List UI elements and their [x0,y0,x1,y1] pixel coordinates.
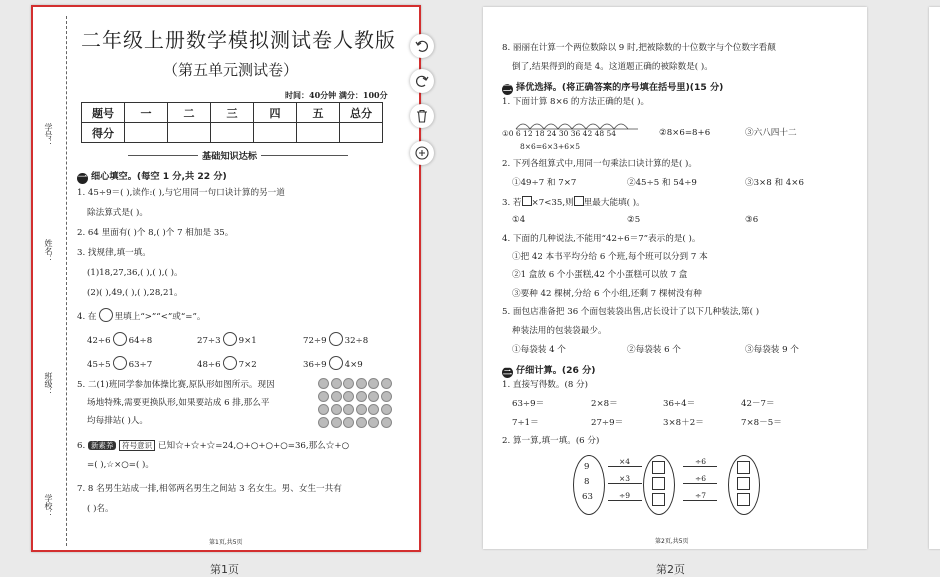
page-thumbnail-3[interactable] [929,7,940,549]
c2-option: ③3×8 和 4×6 [745,178,804,188]
student-dot [356,404,367,415]
answer-box[interactable] [652,477,665,490]
student-dot [318,378,329,389]
c5-option: ②每袋装 6 个 [627,345,681,355]
page-subtitle: （第五单元测试卷） [163,61,299,79]
score-header: 题号 [82,103,125,123]
binding-line [66,16,68,546]
calc-item: 63÷9＝ [512,399,545,409]
c4: 4. 下面的几种说法,不能用“42÷6＝7”表示的是( )。 [502,234,701,244]
operation-label: ÷6 [695,474,707,483]
d2: 2. 算一算,填一填。(6 分) [502,436,600,446]
calc-item: 7÷1＝ [512,418,539,428]
c2: 2. 下列各组算式中,用同一句乘法口诀计算的是( )。 [502,159,697,169]
student-dot [356,417,367,428]
delete-page-button[interactable] [410,104,434,128]
score-header: 三 [211,103,254,123]
score-cell [168,123,211,143]
c5-option: ③每袋装 9 个 [745,345,799,355]
arrow [683,483,717,484]
rotate-left-icon [415,39,429,53]
section-3-heading: 三 仔细计算。(26 分) [502,365,596,377]
arrow [608,483,642,484]
q3-a: (1)18,27,36,( ),( ),( )。 [87,268,183,278]
add-page-icon [415,146,429,160]
c3-option: ①4 [512,215,526,225]
score-row-label: 得分 [82,123,125,143]
student-dot [356,378,367,389]
page-title: 二年级上册数学模拟测试卷人教版 [81,28,396,52]
q6-line2: =( ),☆×○=( )。 [87,460,155,470]
student-dot [318,391,329,402]
calc-item: 2×8＝ [591,399,618,409]
answer-box[interactable] [737,493,750,506]
student-dot [318,417,329,428]
q1-line1: 1. 45÷9＝( ),读作:( ),与它用同一句口诀计算的另一道 [77,188,285,198]
answer-box[interactable] [737,477,750,490]
score-header: 五 [297,103,340,123]
rotate-right-button[interactable] [410,69,434,93]
student-dot [381,378,392,389]
c1-formula: 8×6=6×3+6×5 [520,142,581,151]
score-header: 二 [168,103,211,123]
operation-label: ×3 [619,474,631,483]
compare-item: 36÷9 4×9 [303,356,363,371]
student-dot [343,391,354,402]
compare-item: 42÷6 64÷8 [87,332,152,347]
student-dot [368,404,379,415]
page-caption-1: 第1页 [210,563,239,576]
oval-number: 63 [582,492,593,502]
arrow [608,500,642,501]
operation-label: ÷6 [695,457,707,466]
q7-line2: ( )名。 [87,504,114,514]
add-page-button[interactable] [410,141,434,165]
operation-label: ÷7 [695,491,707,500]
c2-option: ①49÷7 和 7×7 [512,178,577,188]
c1-option-b: ②8×6=8+6 [659,128,711,138]
student-dot [318,404,329,415]
answer-box[interactable] [652,461,665,474]
q7-line1: 7. 8 名男生站成一排,相邻两名男生之间站 3 名女生。男、女生一共有 [77,484,342,494]
trash-icon [415,109,429,123]
compare-item: 45÷5 63÷7 [87,356,152,371]
student-dot [331,404,342,415]
calc-item: 3×8＋2＝ [663,418,704,428]
page-thumbnail-1[interactable] [31,5,421,552]
answer-box[interactable] [737,461,750,474]
student-dot [343,404,354,415]
student-dot [343,417,354,428]
page-thumbnail-2[interactable] [483,7,867,549]
arrow [608,466,642,467]
student-dot [381,417,392,428]
student-dot [368,417,379,428]
calc-item: 27÷9＝ [591,418,624,428]
c1: 1. 下面计算 8×6 的方法正确的是( )。 [502,97,650,107]
student-dot [331,417,342,428]
score-cell [125,123,168,143]
rotate-left-button[interactable] [410,34,434,58]
compare-item: 48÷6 7×2 [197,356,257,371]
c1-option-c: ③六八四十二 [745,128,797,138]
q2: 2. 64 里面有( )个 8,( )个 7 相加是 35。 [77,228,234,238]
c4-option: ①把 42 本书平均分给 6 个班,每个班可以分到 7 本 [512,252,708,262]
operation-label: ÷9 [619,491,631,500]
side-label-class: 班级： [44,372,53,396]
q4: 4. 在 里填上“>”“<”或“=”。 [77,308,205,323]
student-dot [381,404,392,415]
c3-option: ③6 [745,215,759,225]
d1: 1. 直接写得数。(8 分) [502,380,588,390]
q8-line1: 8. 丽丽在计算一个两位数除以 9 时,把被除数的十位数字与个位数字看颠 [502,43,776,53]
arrow [683,500,717,501]
student-dot [343,378,354,389]
calc-item: 42－7＝ [741,399,775,409]
side-label-name: 姓名： [44,239,53,263]
q5-line1: 5. 二(1)班同学参加体操比赛,原队形如图所示。现因 [77,380,275,390]
q1-line2: 除法算式是( )。 [87,208,148,218]
student-dot [368,391,379,402]
section-1-heading: 一 细心填空。(每空 1 分,共 22 分) [77,171,227,183]
q5-line3: 均每排站( )人。 [87,416,148,426]
compare-item: 27÷3 9×1 [197,332,257,347]
answer-box[interactable] [652,493,665,506]
side-label-school: 学校： [44,494,53,518]
score-cell [297,123,340,143]
oval-number: 9 [584,462,590,472]
q6-line1: 6. 新素养 符号意识 已知☆+☆+☆=24,○+○+○+○=36,那么☆+○ [77,441,350,451]
arrow [683,466,717,467]
page-footer: 第1页,共5页 [209,539,243,546]
student-dot [331,391,342,402]
page-footer: 第2页,共5页 [655,538,689,545]
rotate-right-icon [415,74,429,88]
score-cell [340,123,383,143]
compare-item: 72÷9 32÷8 [303,332,368,347]
operation-label: ×4 [619,457,631,466]
calc-item: 7×8－5＝ [741,418,782,428]
student-dot [356,391,367,402]
banner: 基础知识达标 [198,148,261,162]
time-score: 时间：40分钟 满分：100分 [285,90,388,100]
c5-option: ①每袋装 4 个 [512,345,566,355]
student-dot [331,378,342,389]
page-caption-2: 第2页 [656,563,685,576]
c1-option-a: ①0 6 12 18 24 30 36 42 48 54 [502,129,617,138]
score-header: 总分 [340,103,383,123]
score-header: 四 [254,103,297,123]
score-cell [254,123,297,143]
side-label-id: 学号： [44,123,53,147]
c5-line2: 种装法用的包装袋最少。 [512,326,607,336]
q3: 3. 找规律,填一填。 [77,248,151,258]
q3-b: (2)( ),49,( ),( ),28,21。 [87,288,183,298]
section-2-heading: 二 择优选择。(将正确答案的序号填在括号里)(15 分) [502,82,724,94]
oval-number: 8 [584,477,590,487]
c4-option: ③要种 42 棵树,分给 6 个小组,还剩 7 棵树没有种 [512,289,702,299]
c2-option: ②45÷5 和 54÷9 [627,178,697,188]
formation-figure [318,378,394,430]
score-header: 一 [125,103,168,123]
score-cell [211,123,254,143]
student-dot [368,378,379,389]
calc-item: 36÷4＝ [663,399,696,409]
score-table [81,102,383,143]
c3: 3. 若 ×7<35,则 里最大能填( )。 [502,198,645,208]
c4-option: ②1 盒放 6 个小蛋糕,42 个小蛋糕可以放 7 盒 [512,270,688,280]
c5-line1: 5. 面包店准备把 36 个面包装袋出售,店长设计了以下几种装法,第( ) [502,307,760,317]
student-dot [381,391,392,402]
q5-line2: 场地特殊,需要更换队形,如果要站成 6 排,那么平 [87,398,270,408]
q8-line2: 倒了,结果得到的商是 4。这道题正确的被除数是( )。 [512,62,713,72]
c3-option: ②5 [627,215,641,225]
